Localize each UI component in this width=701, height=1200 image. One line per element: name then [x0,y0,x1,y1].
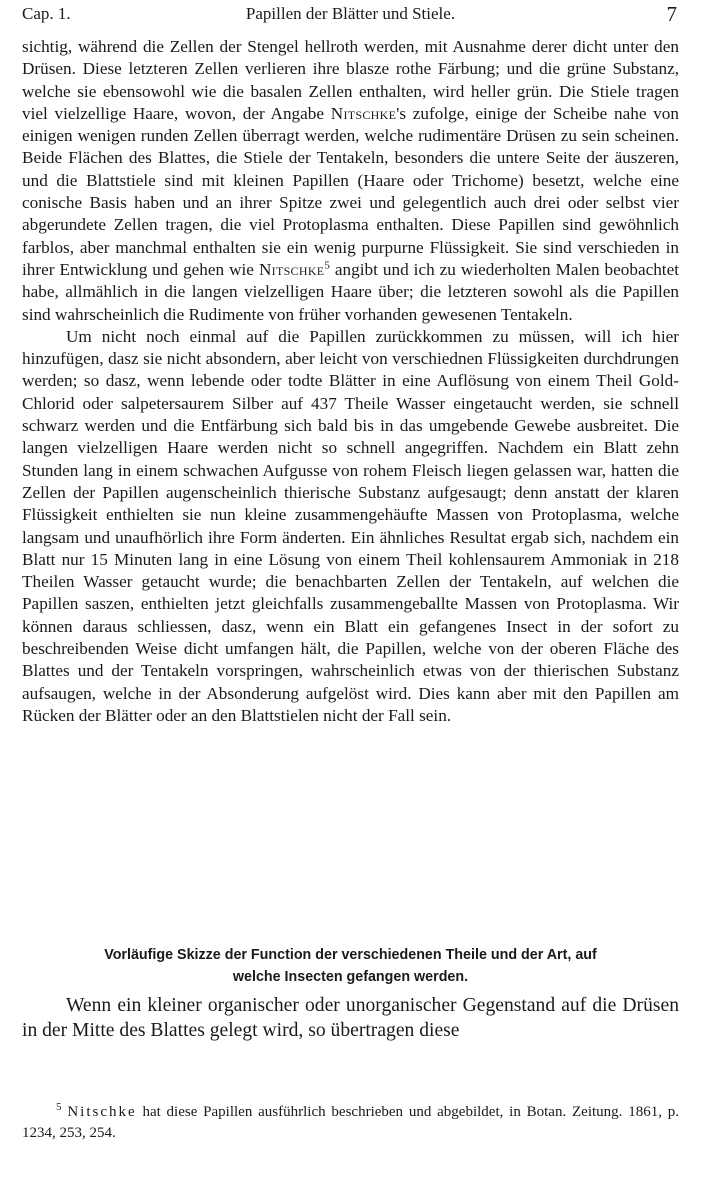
paragraph-1-part-b: 's zufolge, einige der Scheibe nahe von einigen wenigen runden Zellen überragt werden, welche rudimentäre Drüsen zu sein scheinen. Beide Flächen des Blattes, die Stiele der Tentakeln, besonders die untere Seite der äuszeren, und die Blattstiele sind mit kleinen Papillen (Haare oder Trichome) besetzt, welche eine conische Basis haben und an ihrer Spitze zwei und gelegentlich auch drei oder selbst vier abgerundete Zellen tragen, die viel Protoplasma enthalten. Diese Papillen sind gewöhnlich farblos, aber manchmal enthalten sie ein wenig purpurne Flüssigkeit. Sie sind verschieden in ihrer Entwicklung und gehen wie [22,103,679,279]
paragraph-3: Wenn ein kleiner organischer oder unorganischer Gegenstand auf die Drüsen in der Mitte des Blattes gelegt wird, so übertragen diese [22,995,679,1041]
chapter-label: Cap. 1. [22,4,71,23]
paragraph-1-part-a: sichtig, während die Zellen der Stengel hellroth werden, mit Ausnahme derer dicht unter den Drüsen. Diese letzteren Zellen verlieren ihre blasze rothe Färbung; und die grüne Substanz, welche sie ebensowohl wie die basalen Zellen enthalten, wird heller grün. Die Stiele tragen viel vielzellige Haare, wovon, der Angabe [22,37,679,123]
page-number: 7 [666,2,677,26]
section-heading [22,944,679,988]
author-name: Nitschke [330,103,397,123]
paragraph-1 [22,36,679,326]
footnote [22,1102,679,1144]
section-heading-line-1: Vorläufige Skizze der Function der verschiedenen Theile und der Art, auf [104,947,597,963]
running-header [22,4,679,28]
footnote-author: Nitschke [67,1104,137,1120]
author-name: Nitschke [258,259,325,279]
footnote-reference: 5 [324,259,330,272]
footnote-text: hat diese Papillen ausführlich beschrieben und abgebildet, in Botan. Zeitung. 1861, p. 1234, 253, 254. [22,1104,680,1141]
main-text [22,36,679,727]
running-title: Papillen der Blätter und Stiele. [245,4,456,23]
book-page [22,0,679,1200]
paragraph-1-part-c: angibt und ich zu wiederholten Malen beobachtet habe, allmählich in die langen vielzelligen Haare über; die letzteren sowohl als die Papillen sind wahrscheinlich die Rudimente von früher vorhanden gewesenen Tentakeln. [22,259,679,324]
paragraph-2: Um nicht noch einmal auf die Papillen zurückkommen zu müssen, will ich hier hinzufügen, dasz sie nicht absondern, aber leicht von verschiednen Flüssigkeiten durchdrungen werden; so dasz, wenn lebende oder todte Blätter in eine Auflösung von einem Theil Gold-Chlorid oder salpetersaurem Silber auf 437 Theile Wasser eingetaucht werden, sie schnell schwarz werden und die Entfärbung sich bald bis in das umgebende Gewebe ausbreitet. Die langen vielzelligen Haare werden nicht so schnell angegriffen. Nachdem ein Blatt zehn Stunden lang in einem schwachen Aufgusse von rohem Fleisch liegen gelassen war, hatten die Zellen der Papillen augenscheinlich thierische Substanz aufgesaugt; denn anstatt der klaren Flüssigkeit enthielten sie nun kleine zusammengehäufte Massen von Protoplasma, welche langsam und unaufhörlich ihre Form änderten. Ein ähnliches Resultat ergab sich, nachdem ein Blatt nur 15 Minuten lang in eine Lösung von einem Theil kohlensaurem Ammoniak in 218 Theilen Wasser getaucht wurde; die benachbarten Zellen der Tentakeln, auf welchen die Papillen saszen, enthielten jetzt gleichfalls zusammengeballte Massen von Protoplasma. Wir können daraus schliessen, dasz, wenn ein Blatt ein gefangenes Insect in der sofort zu beschreibenden Weise dicht umfangen hält, die Papillen, welche von der oberen Fläche des Blattes und der Tentakeln vorspringen, wahrscheinlich etwas von der thierischen Substanz aufsaugen, welche in der Absonderung aufgelöst wird. Dies kann aber mit den Papillen am Rücken der Blätter oder an den Blattstielen nicht der Fall sein. [22,326,679,725]
section-heading-line-2: welche Insecten gefangen werden. [232,969,469,985]
footnote-marker: 5 [56,1101,62,1113]
